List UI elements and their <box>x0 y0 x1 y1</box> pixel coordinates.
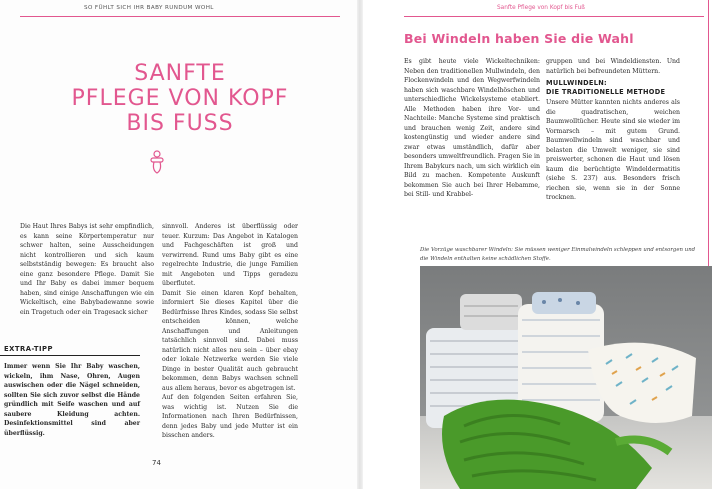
body-paragraph-2: Damit Sie einen klaren Kopf behalten, informiert Sie dieses Kapitel über die Bedürfnisse Ihres Kindes, sodass Sie selbst entscheiden können, welche Anschaffungen und Anleitungen tatsächlich sinnvoll sind. Dabei muss natürlich nicht alles neu sein – über ebay oder lokale Netzwerke werden Sie viele Dinge in bester Qualität auch gebraucht bekommen, denn Babys wachsen schnell aus allem heraus, bevor es abgetragen ist. <box>162 289 299 392</box>
left-column-1 <box>20 222 154 317</box>
extra-tip-box <box>0 345 140 438</box>
chapter-title-line-2: PFLEGE VON KOPF <box>71 86 289 111</box>
chapter-title-line-1: SANFTE <box>134 61 226 86</box>
right-column-2 <box>546 57 680 203</box>
page-number: 74 <box>152 459 161 467</box>
extra-tip-text: Immer wenn Sie Ihr Baby waschen, wickeln, ihm Nase, Ohren, Augen auswischen oder die Nägel schneiden, sollten Sie sich zuvor selbst die Hände gründlich mit Seife waschen und auf saubere Kleidung achten. Desinfektionsmittel sind aber überflüssig. <box>4 363 140 437</box>
body-paragraph-1: sinnvoll. Anderes ist überflüssig oder teuer. Kurzum: Das Angebot in Katalogen und Fachgeschäften ist groß und verwirrend. Rund ums Baby gibt es eine regelrechte Industrie, die junge Familien mit Angeboten und Tipps geradezu überflutet. <box>162 223 298 287</box>
photo-caption: Die Vorzüge waschbarer Windeln: Sie müssen weniger Einmalwindeln schleppen und entsorgen und die Windeln enthalten keine schädlichen Stoffe. <box>420 247 696 262</box>
header-rule-left <box>20 16 340 17</box>
header-rule-right <box>404 16 704 17</box>
subheading-line-1: MULLWINDELN: <box>546 79 607 87</box>
subheading <box>546 79 680 97</box>
diaper-intro-paragraph: Es gibt heute viele Wickeltechniken: Neben den traditionellen Mullwindeln, den Flockenwindeln und den Wegwerfwindeln haben sich waschbare Windelhöschen und unterschiedliche Wickelsysteme etabliert. Alle Methoden haben ihre Vor- und Nachteile: Manche Systeme sind praktisch und brauchen wenig Zeit, andere sind kostengünstig und wieder andere sind zwar etwas umständlich, dafür aber besonders umweltfreundlich. Fragen Sie in Ihrem Babykurs nach, um sich wirklich ein Bild zu machen. Kompetente Auskunft bekommen Sie auch bei Ihrer Hebamme, bei Still- und Krabbel- <box>404 58 541 198</box>
left-column-2 <box>162 222 298 441</box>
diaper-paragraph-2: gruppen und bei Windeldiensten. Und natürlich bei befreundeten Müttern. <box>546 58 680 75</box>
section-title: Bei Windeln haben Sie die Wahl <box>404 31 634 46</box>
intro-paragraph: Die Haut Ihres Babys ist sehr empfindlich, es kann seine Körpertemperatur nur schwer halten, seine Ausscheidungen nicht kontrollieren und sich kaum selbstständig bewegen: Es braucht also eine ganz besondere Pflege. Damit Sie und Ihr Baby es dabei immer bequem haben, sind einige Anschaffungen wie ein Wickeltisch, eine Babybadewanne sowie ein Tragetuch oder ein Tragesack sicher <box>20 223 154 316</box>
mullwindeln-paragraph: Unsere Mütter kannten nichts anderes als die quadratischen, weichen Baumwolltücher. Heute sind sie wieder im Vormarsch – mit gutem Grund. Baumwollwindeln sind waschbar und belasten die Umwelt weniger, sie sind preiswerter, schonen die Haut und lösen kaum die berüchtigte Windeldermatitis (siehe S. 237) aus. Besonders frisch riechen sie, wenn sie in der Sonne trocknen. <box>546 99 680 201</box>
cloth-diapers-photo <box>420 266 712 489</box>
book-gutter <box>357 0 363 489</box>
chapter-title <box>20 61 340 136</box>
running-head-right: Sanfte Pflege von Kopf bis Fuß <box>497 5 585 11</box>
subheading-line-2: DIE TRADITIONELLE METHODE <box>546 88 666 96</box>
pacifier-icon <box>150 150 164 176</box>
extra-tip-heading: EXTRA-TIPP <box>0 345 140 356</box>
running-head-left: SO FÜHLT SICH IHR BABY RUNDUM WOHL <box>84 5 214 11</box>
body-paragraph-3: Auf den folgenden Seiten erfahren Sie, was wichtig ist. Nutzen Sie die Informationen nach Ihren Bedürfnissen, denn jedes Baby und jede Mutter ist ein bisschen anders. <box>162 394 298 439</box>
chapter-title-line-3: BIS FUSS <box>126 111 234 136</box>
right-column-1 <box>404 57 540 200</box>
